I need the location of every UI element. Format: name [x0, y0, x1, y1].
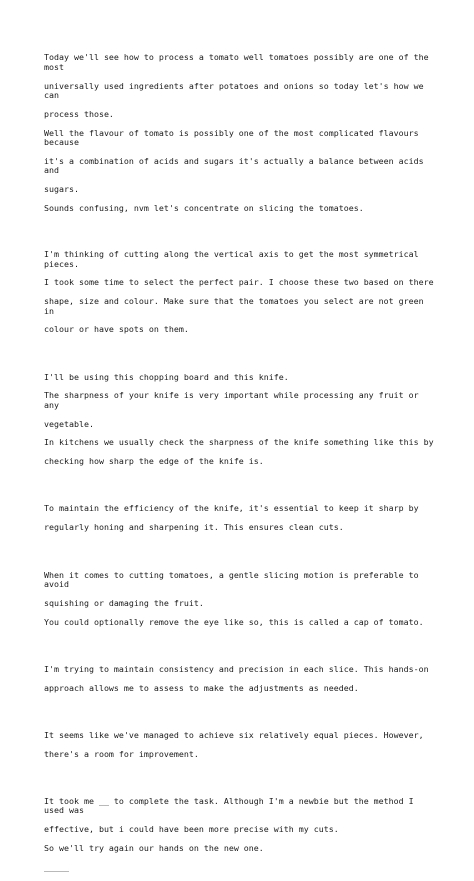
paragraph-conclusion: [44, 787, 436, 881]
text-line: I took some time to select the perfect pair. I choose these two based on there: [44, 277, 434, 288]
text-line: regularly honing and sharpening it. This ensures clean cuts.: [44, 522, 344, 533]
text-line: I'm trying to maintain consistency and precision in each slice. This hands-on: [44, 663, 429, 674]
paragraph-consistency: [44, 655, 436, 702]
paragraph-result: [44, 721, 436, 768]
text-line: shape, size and colour. Make sure that the tomatoes you select are not green in: [44, 296, 424, 316]
text-line: checking how sharp the edge of the knife is.: [44, 456, 264, 467]
text-line: approach allows me to assess to make the adjustments as needed.: [44, 682, 359, 693]
text-line: sugars.: [44, 184, 79, 195]
paragraph-intro: [44, 44, 436, 223]
document-body: [44, 44, 436, 881]
text-line: vegetable.: [44, 418, 94, 429]
text-line: When it comes to cutting tomatoes, a gentle slicing motion is preferable to avoid: [44, 569, 419, 589]
text-line: It took me __ to complete the task. Although I'm a newbie but the method I used was: [44, 795, 414, 816]
text-line: The sharpness of your knife is very important while processing any fruit or any: [44, 390, 419, 410]
text-line: In kitchens we usually check the sharpness of the knife something like this by: [44, 437, 434, 448]
text-line: there's a room for improvement.: [44, 748, 199, 759]
text-line: it's a combination of acids and sugars it's actually a balance between acids and: [44, 155, 424, 176]
text-line: Today we'll see how to process a tomato well tomatoes possibly are one of the most: [44, 52, 429, 72]
text-line: _____: [44, 861, 69, 872]
text-line: So we'll try again our hands on the new one.: [44, 842, 264, 853]
text-line: universally used ingredients after potatoes and onions so today let's how we can: [44, 80, 424, 101]
text-line: squishing or damaging the fruit.: [44, 597, 204, 608]
text-line: To maintain the efficiency of the knife, it's essential to keep it sharp by: [44, 503, 419, 514]
text-line: I'll be using this chopping board and this knife.: [44, 371, 289, 382]
text-line: colour or have spots on them.: [44, 324, 189, 335]
paragraph-knife: [44, 363, 436, 476]
text-line: It seems like we've managed to achieve six relatively equal pieces. However,: [44, 729, 424, 740]
text-line: I'm thinking of cutting along the vertical axis to get the most symmetrical pieces.: [44, 249, 419, 269]
paragraph-cutting: [44, 561, 436, 636]
paragraph-efficiency: [44, 495, 436, 542]
text-line: process those.: [44, 108, 114, 119]
text-line: Well the flavour of tomato is possibly one of the most complicated flavours because: [44, 127, 419, 148]
text-line: You could optionally remove the eye like so, this is called a cap of tomato.: [44, 616, 424, 627]
text-line: effective, but i could have been more precise with my cuts.: [44, 824, 339, 835]
paragraph-selection: [44, 241, 436, 344]
text-line: Sounds confusing, nvm let's concentrate on slicing the tomatoes.: [44, 202, 364, 213]
